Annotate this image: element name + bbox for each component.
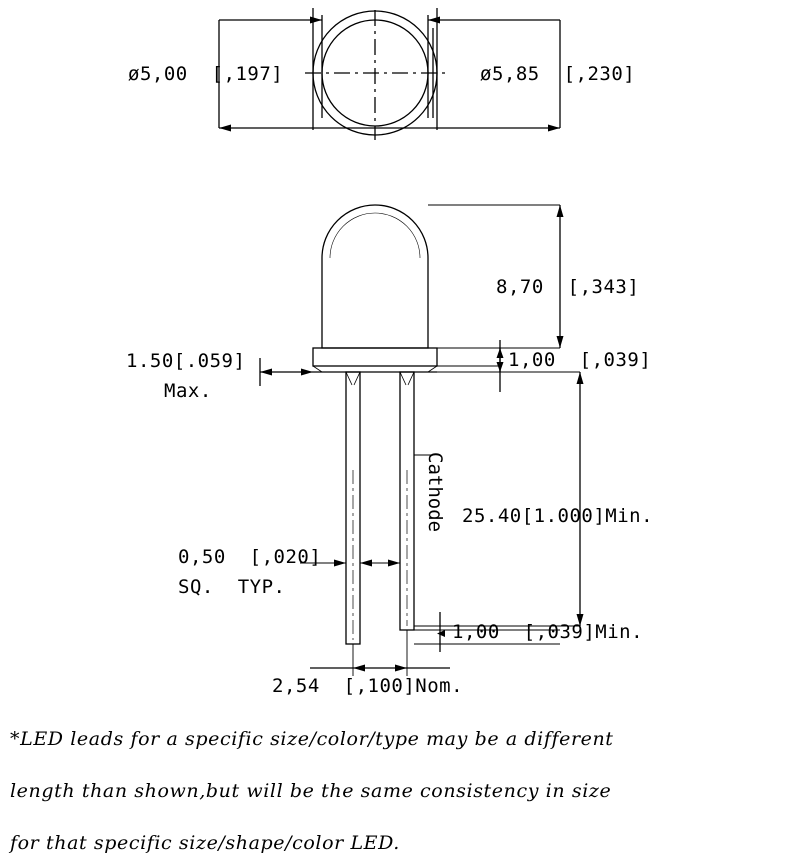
- dim-label-flange-height: 1,00 [,039]: [508, 349, 652, 371]
- footnote-line-2: length than shown,but will be the same consistency in size: [10, 780, 612, 802]
- dim-label-lead-bottom-min: 1,00 [,039]Min.: [452, 621, 644, 643]
- dim-label-outer-diameter-right: ø5,85 [,230]: [480, 63, 636, 85]
- dim-label-outer-diameter-left: ø5,00 [,197]: [128, 63, 284, 85]
- led-lens-inner: [330, 213, 420, 258]
- footnote-line-3: for that specific size/shape/color LED.: [10, 832, 400, 854]
- dim-label-lead-square-sub: SQ. TYP.: [178, 576, 286, 598]
- led-flange: [313, 348, 437, 366]
- led-body-dome: [322, 205, 428, 348]
- dim-label-cathode: Cathode: [424, 452, 446, 533]
- dim-label-flange-width-max-sub: Max.: [164, 380, 212, 402]
- dim-label-flange-width-max: 1.50[.059]: [126, 350, 246, 372]
- footnote-block: [10, 700, 790, 856]
- footnote-line-1: *LED leads for a specific size/color/type may be a different: [10, 728, 614, 750]
- dim-label-lead-square: 0,50 [,020]: [178, 546, 322, 568]
- dim-label-dome-height: 8,70 [,343]: [496, 276, 640, 298]
- dim-label-lead-spacing: 2,54 [,100]Nom.: [272, 675, 464, 697]
- dim-label-lead-length-min: 25.40[1.000]Min.: [462, 505, 654, 527]
